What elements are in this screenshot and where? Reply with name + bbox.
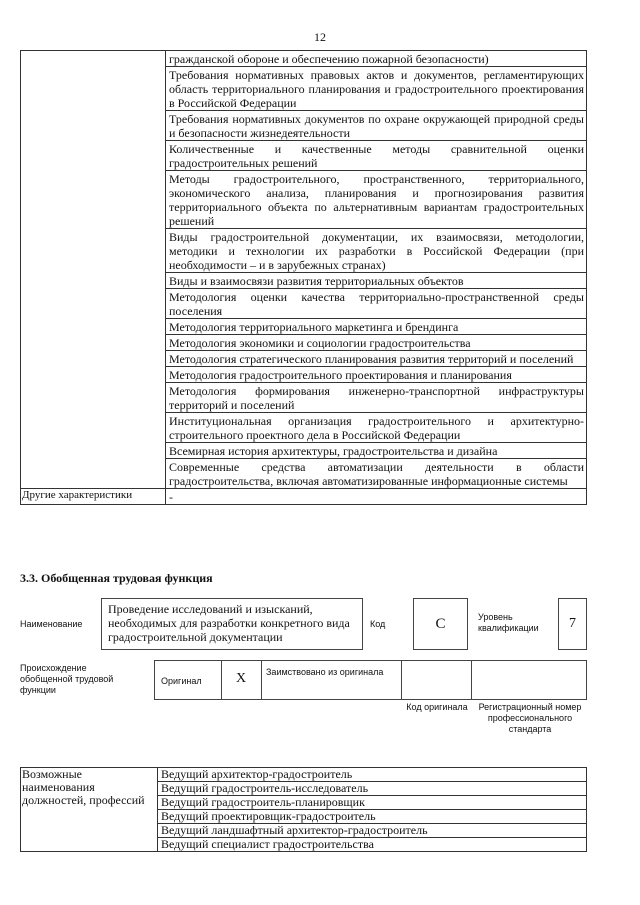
position-item: Ведущий градостроитель-исследователь (158, 782, 587, 796)
origin-label: Происхождение обобщенной трудовой функции (20, 663, 114, 695)
borrowed-label: Заимствовано из оригинала (266, 667, 384, 677)
function-code-box: C (413, 598, 468, 650)
code-label: Код (370, 619, 386, 629)
knowledge-item: Методы градостроительного, пространственного, территориального, экономического анализа, планирования и прогнозирования развития территориального объекта по альтернативным вариантам градостроительных решений (166, 171, 587, 229)
origin-table (154, 660, 587, 700)
code-original-caption: Код оригинала (406, 702, 468, 712)
qualification-level-label: Уровень квалификации (478, 612, 539, 633)
knowledge-item: Методология градостроительного проектирования и планирования (166, 367, 587, 383)
function-name-box: Проведение исследований и изысканий, необходимых для разработки конкретного вида градостроительной документации (101, 598, 363, 650)
knowledge-table (20, 50, 587, 505)
origin-borrowed-cell (262, 661, 402, 699)
page-number: 12 (314, 30, 326, 44)
knowledge-item: Методология оценки качества территориально-пространственной среды поселения (166, 289, 587, 319)
table-row (21, 489, 587, 505)
position-item: Ведущий архитектор-градостроитель (158, 768, 587, 782)
name-label: Наименование (20, 619, 83, 629)
knowledge-item: Виды градостроительной документации, их взаимосвязи, методологии, методики и технологии их разработки в Российской Федерации (при необходимости – и в зарубежных странах) (166, 229, 587, 273)
position-item: Ведущий ландшафтный архитектор-градостроитель (158, 824, 587, 838)
origin-original-cell (155, 661, 222, 699)
knowledge-item: Виды и взаимосвязи развития территориальных объектов (166, 273, 587, 289)
origin-code-cell (402, 661, 472, 699)
original-mark: X (236, 671, 247, 686)
table-row (21, 768, 587, 782)
position-item: Ведущий градостроитель-планировщик (158, 796, 587, 810)
knowledge-label-cell (21, 51, 166, 489)
position-item: Ведущий проектировщик-градостроитель (158, 810, 587, 824)
knowledge-item: Требования нормативных правовых актов и документов, регламентирующих область территориального планирования и градостроительного проектирования в Российской Федерации (166, 67, 587, 111)
knowledge-item: Требования нормативных документов по охране окружающей природной среды и безопасности жизнедеятельности (166, 111, 587, 141)
other-characteristics-label: Другие характеристики (21, 489, 166, 505)
knowledge-item: Всемирная история архитектуры, градостроительства и дизайна (166, 443, 587, 459)
positions-table (20, 767, 587, 852)
knowledge-item: Методология экономики и социологии градостроительства (166, 335, 587, 351)
positions-label: Возможные наименования должностей, профессий (21, 768, 158, 852)
other-characteristics-value: - (166, 489, 587, 505)
origin-mark-cell (222, 661, 262, 699)
origin-reg-cell (472, 661, 586, 699)
knowledge-item: Институциональная организация градостроительного и архитектурно-строительного проектного дела в Российской Федерации (166, 413, 587, 443)
knowledge-item: Методология территориального маркетинга и брендинга (166, 319, 587, 335)
section-heading: 3.3. Обобщенная трудовая функция (20, 571, 213, 585)
position-item: Ведущий специалист градостроительства (158, 838, 587, 852)
original-label: Оригинал (161, 676, 202, 686)
knowledge-item: Методология стратегического планирования развития территорий и поселений (166, 351, 587, 367)
registration-number-caption: Регистрационный номер профессионального стандарта (478, 702, 582, 734)
knowledge-item: Методология формирования инженерно-транспортной инфраструктуры территорий и поселений (166, 383, 587, 413)
knowledge-item: гражданской обороне и обеспечению пожарной безопасности) (166, 51, 587, 67)
qualification-level-box: 7 (558, 598, 587, 650)
knowledge-item: Количественные и качественные методы сравнительной оценки градостроительных решений (166, 141, 587, 171)
table-row (21, 51, 587, 67)
knowledge-item: Современные средства автоматизации деятельности в области градостроительства, включая автоматизированные информационные системы (166, 459, 587, 489)
